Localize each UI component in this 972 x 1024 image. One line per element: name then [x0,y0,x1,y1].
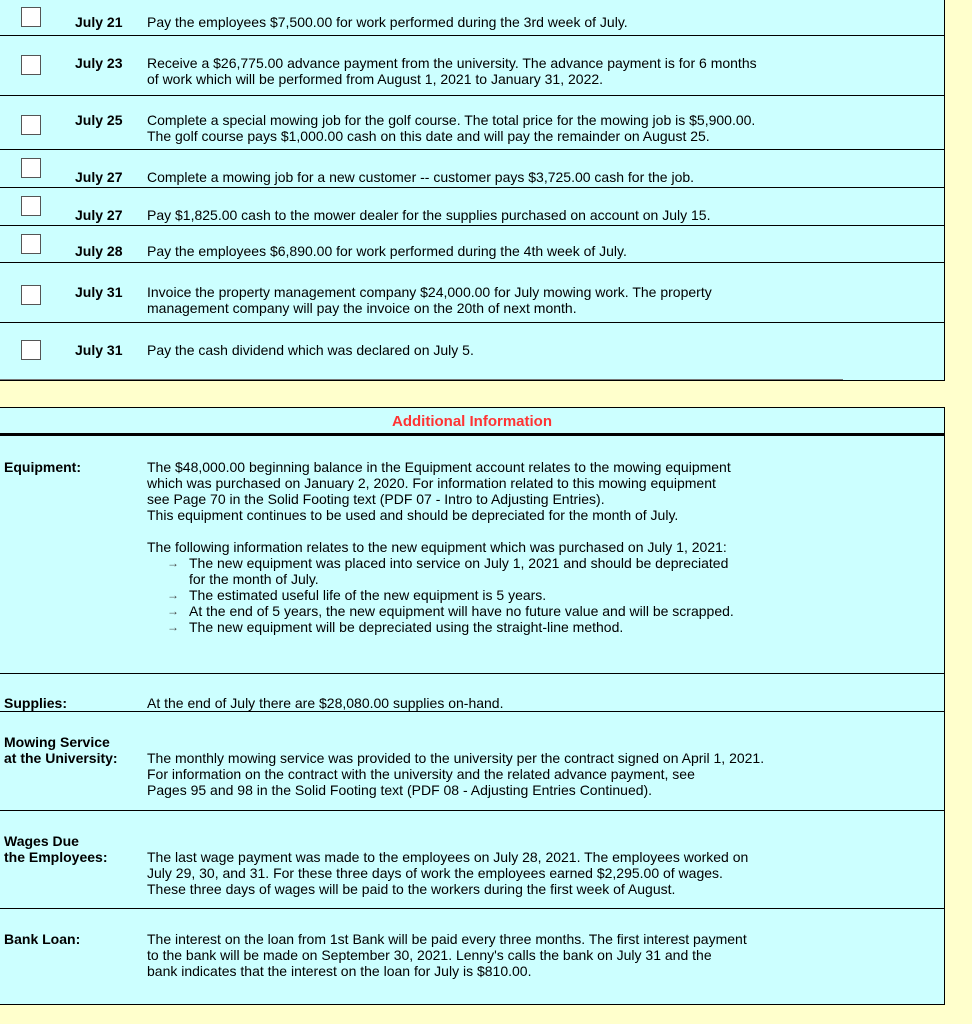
mowing-service-label: Mowing Service at the University: [4,734,118,766]
transaction-row [0,150,944,188]
arrow-icon: → [167,588,179,602]
transaction-date: July 31 [75,342,123,358]
transaction-date: July 31 [75,284,123,300]
additional-info-title: Additional Information [0,408,944,436]
bullet-item: → At the end of 5 years, the new equipment will have no future value and will be scrapped. [167,603,734,619]
transaction-description: Complete a special mowing job for the golf course. The total price for the mowing job is $5,900.00. The golf course pays $1,000.00 cash on this date and will pay the remainder on August 25. [147,112,756,144]
transaction-row [0,96,944,150]
transaction-date: July 25 [75,112,123,128]
transaction-date: July 27 [75,207,123,223]
transaction-checkbox[interactable] [21,158,41,178]
transaction-date: July 23 [75,55,123,71]
transaction-date: July 28 [75,243,123,259]
wages-label: Wages Due the Employees: [4,833,108,865]
transaction-date: July 27 [75,169,123,185]
transaction-row [0,323,944,379]
supplies-section [0,674,944,712]
transaction-row [0,36,944,96]
transaction-description: Pay the employees $6,890.00 for work performed during the 4th week of July. [147,243,627,259]
bullet-item: → The new equipment was placed into service on July 1, 2021 and should be depreciated [167,555,729,571]
mowing-service-section [0,712,944,811]
arrow-icon: → [167,556,179,570]
bullet-item: → The estimated useful life of the new equipment is 5 years. [167,587,547,603]
transaction-description: Invoice the property management company $24,000.00 for July mowing work. The property management company will pay the invoice on the 20th of next month. [147,284,712,316]
bullet-item: → The new equipment will be depreciated using the straight-line method. [167,619,624,635]
transaction-description: Pay the cash dividend which was declared on July 5. [147,342,474,358]
transaction-checkbox[interactable] [21,340,41,360]
transaction-checkbox[interactable] [21,234,41,254]
arrow-icon: → [167,620,179,634]
additional-info-panel [0,407,945,1005]
wages-section [0,811,944,909]
transactions-panel [0,0,945,381]
bank-loan-text: The interest on the loan from 1st Bank will be paid every three months. The first interest payment to the bank will be made on September 30, 2021. Lenny's calls the bank on July 31 and the bank indicates that the interest on the loan for July is $810.00. [147,931,747,979]
mowing-service-text: The monthly mowing service was provided to the university per the contract signed on April 1, 2021. For information on the contract with the university and the related advance payment, see Pages 95 and 98 in the Solid Footing text (PDF 08 - Adjusting Entries Continued). [147,750,765,798]
row-divider [0,379,843,380]
transaction-checkbox[interactable] [21,7,41,27]
equipment-section [0,436,944,674]
transaction-checkbox[interactable] [21,285,41,305]
transaction-row [0,226,944,263]
arrow-icon: → [167,604,179,618]
supplies-text: At the end of July there are $28,080.00 supplies on-hand. [147,695,504,711]
transaction-date: July 21 [75,14,123,30]
transaction-description: Pay $1,825.00 cash to the mower dealer for the supplies purchased on account on July 15. [147,207,711,223]
bank-loan-label: Bank Loan: [4,931,81,947]
transaction-checkbox[interactable] [21,196,41,216]
transaction-description: Complete a mowing job for a new customer -- customer pays $3,725.00 cash for the job. [147,169,695,185]
transaction-row [0,263,944,323]
equipment-text: The $48,000.00 beginning balance in the Equipment account relates to the mowing equipment which was purchased on January 2, 2020. For information related to this mowing equipment see Page 70 in the Solid Footing text (PDF 07 - Intro to Adjusting Entries). This equipment continues to be used and should be depreciated for the month of July. The following information relates to the new equipment which was purchased on July 1, 2021: → The new equipment was placed into service on July 1, 2021 and should be depreciated for the month of July. → The estimated useful life of the new equipment is 5 years. → At the end of 5 years, the new equipment will have no future value and will be scrapped. → The new equipment will be depreciated using the straight-line method. [147,459,937,635]
bank-loan-section [0,909,944,1004]
transaction-row [0,0,944,36]
wages-text: The last wage payment was made to the employees on July 28, 2021. The employees worked on July 29, 30, and 31. For these three days of work the employees earned $2,295.00 of wages. These three days of wages will be paid to the workers during the first week of August. [147,849,749,897]
transaction-checkbox[interactable] [21,55,41,75]
supplies-label: Supplies: [4,695,68,711]
transaction-checkbox[interactable] [21,115,41,135]
transaction-description: Pay the employees $7,500.00 for work performed during the 3rd week of July. [147,14,628,30]
transaction-row [0,188,944,226]
transaction-description: Receive a $26,775.00 advance payment from the university. The advance payment is for 6 months of work which will be performed from August 1, 2021 to January 31, 2022. [147,55,757,87]
equipment-label: Equipment: [4,459,81,475]
